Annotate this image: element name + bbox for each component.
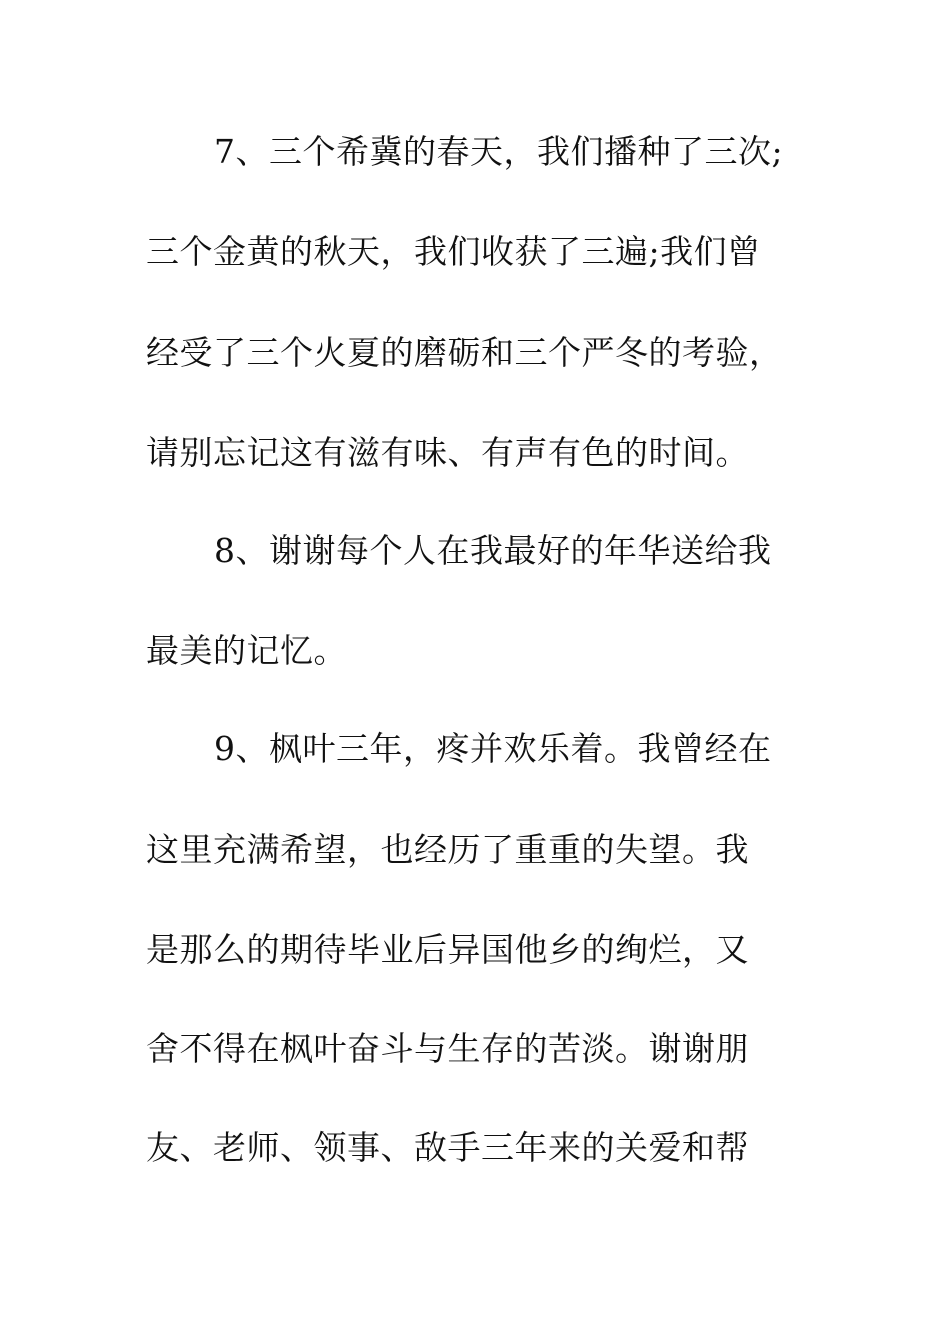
paragraph-7-line-1: 7、三个希冀的春天，我们播种了三次; <box>214 132 784 171</box>
paragraph-8-line-1: 8、谢谢每个人在我最好的年华送给我 <box>214 531 772 570</box>
paragraph-7-line-2: 三个金黄的秋天，我们收获了三遍;我们曾 <box>146 232 761 271</box>
paragraph-9-line-2: 这里充满希望，也经历了重重的失望。我 <box>146 830 749 869</box>
paragraph-7-line-4: 请别忘记这有滋有味、有声有色的时间。 <box>146 433 749 472</box>
paragraph-9-line-4: 舍不得在枫叶奋斗与生存的苦淡。谢谢朋 <box>146 1029 749 1068</box>
paragraph-9-line-1: 9、枫叶三年，疼并欢乐着。我曾经在 <box>214 729 772 768</box>
paragraph-9-line-5: 友、老师、领事、敌手三年来的关爱和帮 <box>146 1128 749 1167</box>
paragraph-9-line-3: 是那么的期待毕业后异国他乡的绚烂，又 <box>146 930 749 969</box>
paragraph-8-line-2: 最美的记忆。 <box>146 631 347 670</box>
paragraph-7-line-3: 经受了三个火夏的磨砺和三个严冬的考验， <box>146 333 783 372</box>
